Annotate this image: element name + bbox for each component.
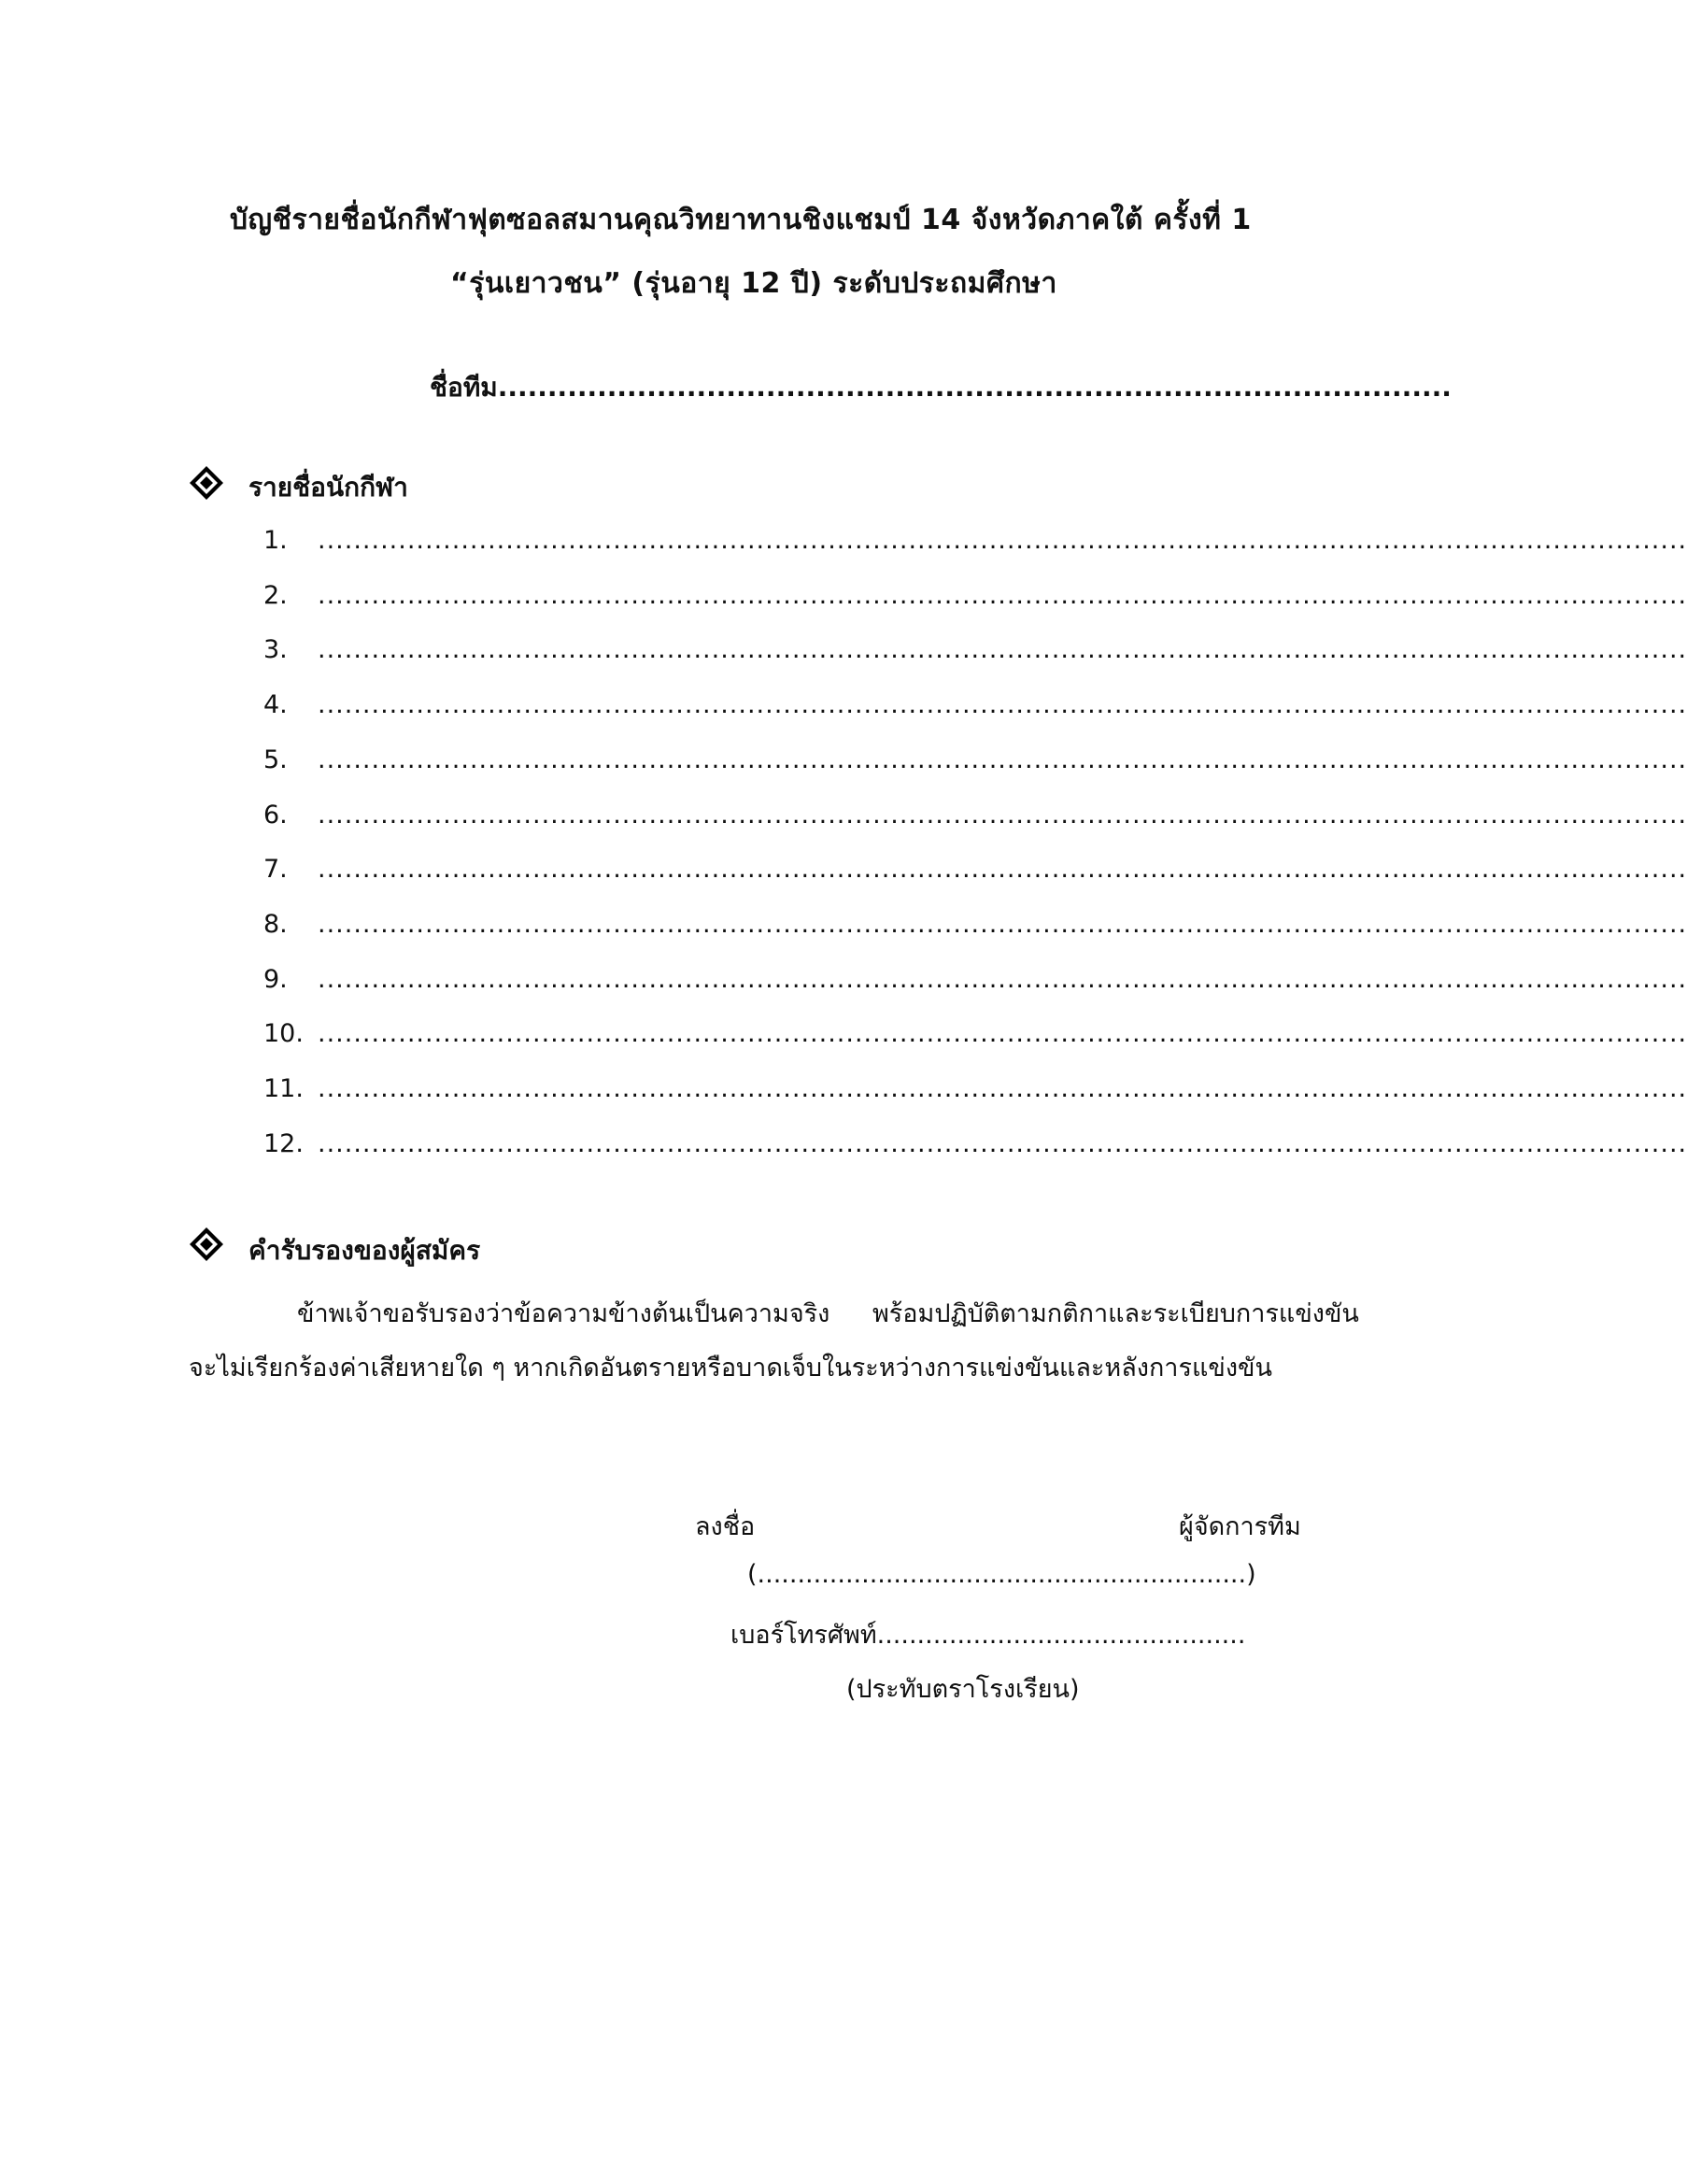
title-line-2: “รุ่นเยาวชน” (รุ่นอายุ 12 ปี) ระดับประถมศึกษา (450, 267, 1057, 300)
player-name-field[interactable]: ......................................................................................................................................................... (318, 965, 1687, 994)
player-number: 9. (263, 965, 288, 994)
player-number: 10. (263, 1019, 304, 1048)
player-name-field[interactable]: ......................................................................................................................................................... (318, 1019, 1687, 1048)
title-line-1: บัญชีรายชื่อนักกีฬาฟุตซอลสมานคุณวิทยาทานชิงแชมป์ 14 จังหวัดภาคใต้ ครั้งที่ 1 (230, 204, 1252, 236)
players-heading: รายชื่อนักกีฬา (248, 472, 408, 503)
player-name-field[interactable]: ......................................................................................................................................................... (318, 1129, 1687, 1158)
player-number: 8. (263, 910, 288, 939)
player-name-field[interactable]: ......................................................................................................................................................... (318, 855, 1687, 884)
player-number: 3. (263, 635, 288, 664)
player-name-field[interactable]: ......................................................................................................................................................... (318, 910, 1687, 939)
player-name-field[interactable]: ......................................................................................................................................................... (318, 690, 1687, 719)
diamond-bullet-icon (189, 1227, 224, 1262)
sign-label: ลงชื่อ (695, 1512, 756, 1541)
manager-name-field[interactable]: (.............................................................) (747, 1560, 1256, 1589)
player-name-field[interactable]: ......................................................................................................................................................... (318, 581, 1687, 610)
diamond-bullet-icon (189, 465, 224, 501)
phone-field[interactable]: เบอร์โทรศัพท์.............................................. (730, 1621, 1246, 1650)
certification-text-1a: ข้าพเจ้าขอรับรองว่าข้อความข้างต้นเป็นความจริง (297, 1299, 830, 1328)
player-name-field[interactable]: ......................................................................................................................................................... (318, 635, 1687, 664)
school-stamp-label: (ประทับตราโรงเรียน) (846, 1675, 1080, 1704)
certification-heading: คำรับรองของผู้สมัคร (248, 1235, 481, 1266)
certification-text-2: จะไม่เรียกร้องค่าเสียหายใด ๆ หากเกิดอันตรายหรือบาดเจ็บในระหว่างการแข่งขันและหลังการแข่งขัน (189, 1354, 1272, 1383)
player-name-field[interactable]: ......................................................................................................................................................... (318, 526, 1687, 555)
player-number: 5. (263, 745, 288, 774)
player-name-field[interactable]: ......................................................................................................................................................... (318, 745, 1687, 774)
certification-text-1b: พร้อมปฏิบัติตามกติกาและระเบียบการแข่งขัน (872, 1299, 1359, 1328)
player-number: 11. (263, 1074, 304, 1103)
player-name-field[interactable]: ......................................................................................................................................................... (318, 1074, 1687, 1103)
sign-role: ผู้จัดการทีม (1179, 1512, 1301, 1541)
player-number: 7. (263, 855, 288, 884)
player-number: 6. (263, 801, 288, 830)
player-number: 1. (263, 526, 288, 555)
player-number: 2. (263, 581, 288, 610)
player-number: 12. (263, 1129, 304, 1158)
team-name-field[interactable]: ชื่อทีม................................................................................................ (430, 372, 1452, 403)
player-name-field[interactable]: ......................................................................................................................................................... (318, 801, 1687, 830)
player-number: 4. (263, 690, 288, 719)
